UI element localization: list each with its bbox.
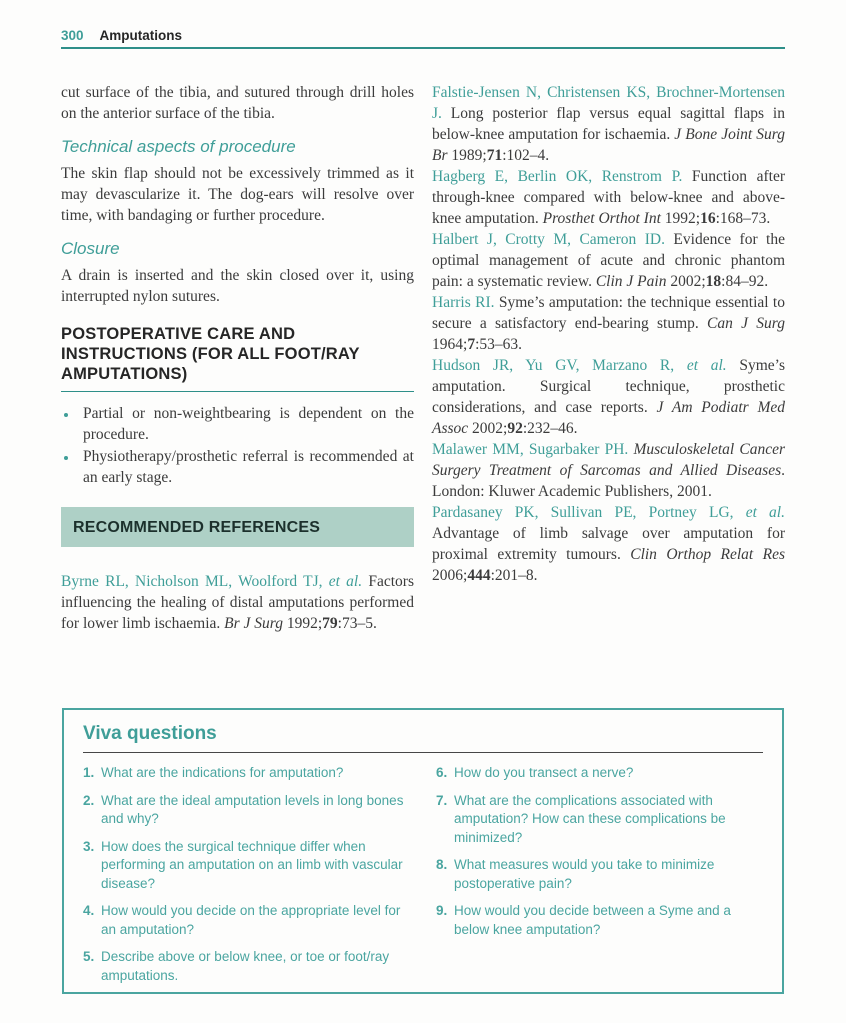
reference-segment-plain: 2002; — [468, 420, 508, 437]
right-column — [432, 82, 785, 634]
recommended-references-banner: RECOMMENDED REFERENCES — [61, 507, 414, 547]
viva-question — [83, 948, 410, 985]
technical-aspects-paragraph: The skin flap should not be excessively trimmed as it may devascularize it. The dog-ears will resolve over time, with bandaging or further procedure. — [61, 165, 414, 224]
page-number: 300 — [61, 28, 84, 43]
reference-segment-plain: :73–5. — [337, 615, 377, 632]
reference-segment-italic: Can J Surg — [707, 315, 785, 332]
reference-segment-italic: Br J Surg — [224, 615, 283, 632]
reference-segment-italic: Clin Orthop Relat Res — [630, 546, 785, 563]
reference-entry — [432, 502, 785, 586]
bullet-item: • Partial or non-weightbearing is dependent on the procedure. — [78, 403, 414, 445]
section-heading-technical-aspects: Technical aspects of procedure — [61, 137, 296, 156]
closure-paragraph: A drain is inserted and the skin closed over it, using interrupted nylon sutures. — [61, 267, 414, 305]
viva-question-text: How would you decide between a Syme and a below knee amputation? — [454, 903, 731, 937]
postop-heading-line1: POSTOPERATIVE CARE AND — [61, 325, 296, 343]
viva-question — [436, 856, 763, 893]
reference-segment-authors: Harris RI. — [432, 294, 495, 311]
reference-segment-plain: 1992; — [282, 615, 323, 632]
left-column — [61, 82, 414, 634]
reference-segment-italic: Prosthet Orthot Int — [542, 210, 661, 227]
postop-heading-line2: INSTRUCTIONS (FOR ALL FOOT/RAY — [61, 345, 360, 363]
reference-entry — [432, 229, 785, 292]
viva-questions-box — [62, 708, 784, 994]
reference-segment-plain: . London: Kluwer Academic Publishers, 2001. — [432, 462, 785, 500]
reference-segment-plain: :201–8. — [490, 567, 538, 584]
reference-segment-authors: Hudson JR, Yu GV, Marzano R, — [432, 357, 687, 374]
reference-segment-italic: J Bone Joint Surg Br — [432, 126, 785, 164]
section-heading-closure: Closure — [61, 239, 120, 258]
reference-segment-authors: Pardasaney PK, Sullivan PE, Portney LG, — [432, 504, 746, 521]
reference-segment-plain: :84–92. — [721, 273, 769, 290]
reference-segment-bold: 79 — [322, 615, 338, 632]
reference-segment-plain: 1989; — [447, 147, 487, 164]
viva-question-number: 5. — [83, 949, 95, 964]
reference-segment-bold: 71 — [486, 147, 503, 164]
viva-column-right — [436, 764, 763, 994]
viva-question-number: 3. — [83, 838, 95, 854]
reference-segment-plain: Long posterior flap versus equal sagittal flaps in below-knee amputation for ischaemia. — [432, 105, 785, 143]
viva-question-text: How do you transect a nerve? — [454, 765, 634, 780]
viva-question — [436, 902, 763, 939]
reference-segment-authors: Byrne RL, Nicholson ML, Woolford TJ, — [61, 573, 329, 590]
reference-entry — [432, 355, 785, 439]
reference-segment-plain: Syme’s amputation: the technique essential to secure a satisfactory end-bearing stump. — [432, 294, 785, 332]
reference-entry — [432, 439, 785, 502]
reference-segment-authors: Halbert J, Crotty M, Cameron ID. — [432, 231, 665, 248]
postop-bullet-list — [61, 403, 414, 488]
viva-question-text: How would you decide on the appropriate level for an amputation? — [101, 903, 401, 937]
reference-segment-plain: Factors influencing the healing of distal amputations performed for lower limb ischaemia. — [61, 573, 414, 632]
reference-segment-plain: Advantage of limb salvage over amputation for proximal extremity tumours. — [432, 525, 785, 563]
reference-entry — [432, 166, 785, 229]
reference-segment-authors: Malawer MM, Sugarbaker PH. — [432, 441, 629, 458]
references-list-left — [61, 571, 414, 634]
viva-question — [83, 792, 410, 829]
viva-question — [436, 764, 763, 783]
reference-segment-plain: Syme’s amputation. Surgical technique, prosthetic considerations, and case reports. — [432, 357, 785, 416]
reference-segment-plain: 1992; — [660, 210, 701, 227]
reference-segment-plain: 2006; — [432, 567, 468, 584]
reference-segment-etal: et al. — [328, 573, 363, 590]
viva-column-left — [83, 764, 410, 994]
viva-question-number: 2. — [83, 792, 95, 808]
bullet-item: • Physiotherapy/prosthetic referral is recommended at an early stage. — [78, 446, 414, 488]
reference-segment-etal: et al. — [745, 504, 785, 521]
viva-questions-heading: Viva questions — [83, 723, 217, 744]
chapter-title: Amputations — [99, 28, 183, 43]
reference-segment-italic: Musculoskeletal Cancer Surgery Treatment of Sarcomas and Allied Diseases — [432, 441, 786, 479]
viva-question-number: 1. — [83, 765, 95, 780]
viva-question-text: What are the ideal amputation levels in long bones and why? — [101, 792, 404, 826]
reference-segment-etal: et al. — [686, 357, 727, 374]
viva-question-number: 7. — [436, 792, 448, 808]
reference-segment-bold: 92 — [507, 420, 523, 437]
reference-entry — [432, 292, 785, 355]
reference-segment-plain: 2002; — [666, 273, 706, 290]
reference-segment-bold: 16 — [700, 210, 716, 227]
reference-segment-bold: 444 — [467, 567, 491, 584]
reference-segment-authors: Falstie-Jensen N, Christensen KS, Brochner-Mortensen J. — [432, 84, 785, 122]
viva-question-number: 4. — [83, 903, 95, 918]
viva-question-text: Describe above or below knee, or toe or foot/ray amputations. — [101, 949, 390, 983]
reference-entry — [432, 82, 785, 166]
viva-question — [83, 764, 410, 783]
viva-question-number: 8. — [436, 857, 448, 872]
reference-segment-plain: :232–46. — [522, 420, 578, 437]
postoperative-care-heading — [61, 324, 414, 392]
reference-segment-authors: Hagberg E, Berlin OK, Renstrom P. — [432, 168, 683, 185]
viva-question — [436, 792, 763, 848]
reference-segment-plain: :168–73. — [715, 210, 771, 227]
running-header — [61, 28, 785, 49]
reference-segment-bold: 7 — [467, 336, 476, 353]
reference-segment-italic: J Am Podiatr Med Assoc — [432, 399, 785, 437]
postop-heading-line3: AMPUTATIONS) — [61, 365, 188, 383]
viva-question — [83, 902, 410, 939]
text-columns — [61, 82, 785, 634]
reference-segment-plain: Evidence for the optimal management of acute and chronic phantom pain: a systematic review. — [432, 231, 785, 290]
reference-segment-plain: 1964; — [432, 336, 468, 353]
continuation-paragraph: cut surface of the tibia, and sutured through drill holes on the anterior surface of the tibia. — [61, 84, 414, 122]
viva-question-text: What are the complications associated with amputation? How can these complications be minimized? — [454, 792, 726, 845]
reference-segment-plain: :53–63. — [475, 336, 522, 353]
viva-question — [83, 838, 410, 894]
viva-question-text: What measures would you take to minimize postoperative pain? — [454, 857, 715, 891]
viva-question-text: How does the surgical technique differ when performing an amputation on an limb with vascular disease? — [101, 838, 403, 891]
viva-heading-divider — [83, 752, 763, 753]
reference-segment-plain: :102–4. — [502, 147, 550, 164]
reference-entry — [61, 571, 414, 634]
reference-segment-italic: Clin J Pain — [595, 273, 667, 290]
viva-question-text: What are the indications for amputation? — [101, 765, 344, 780]
viva-question-number: 6. — [436, 765, 448, 780]
viva-question-number: 9. — [436, 903, 448, 918]
reference-segment-bold: 18 — [705, 273, 722, 290]
reference-segment-plain: Function after through-knee compared with below-knee and above-knee amputation. — [432, 168, 785, 227]
viva-columns — [83, 764, 763, 994]
